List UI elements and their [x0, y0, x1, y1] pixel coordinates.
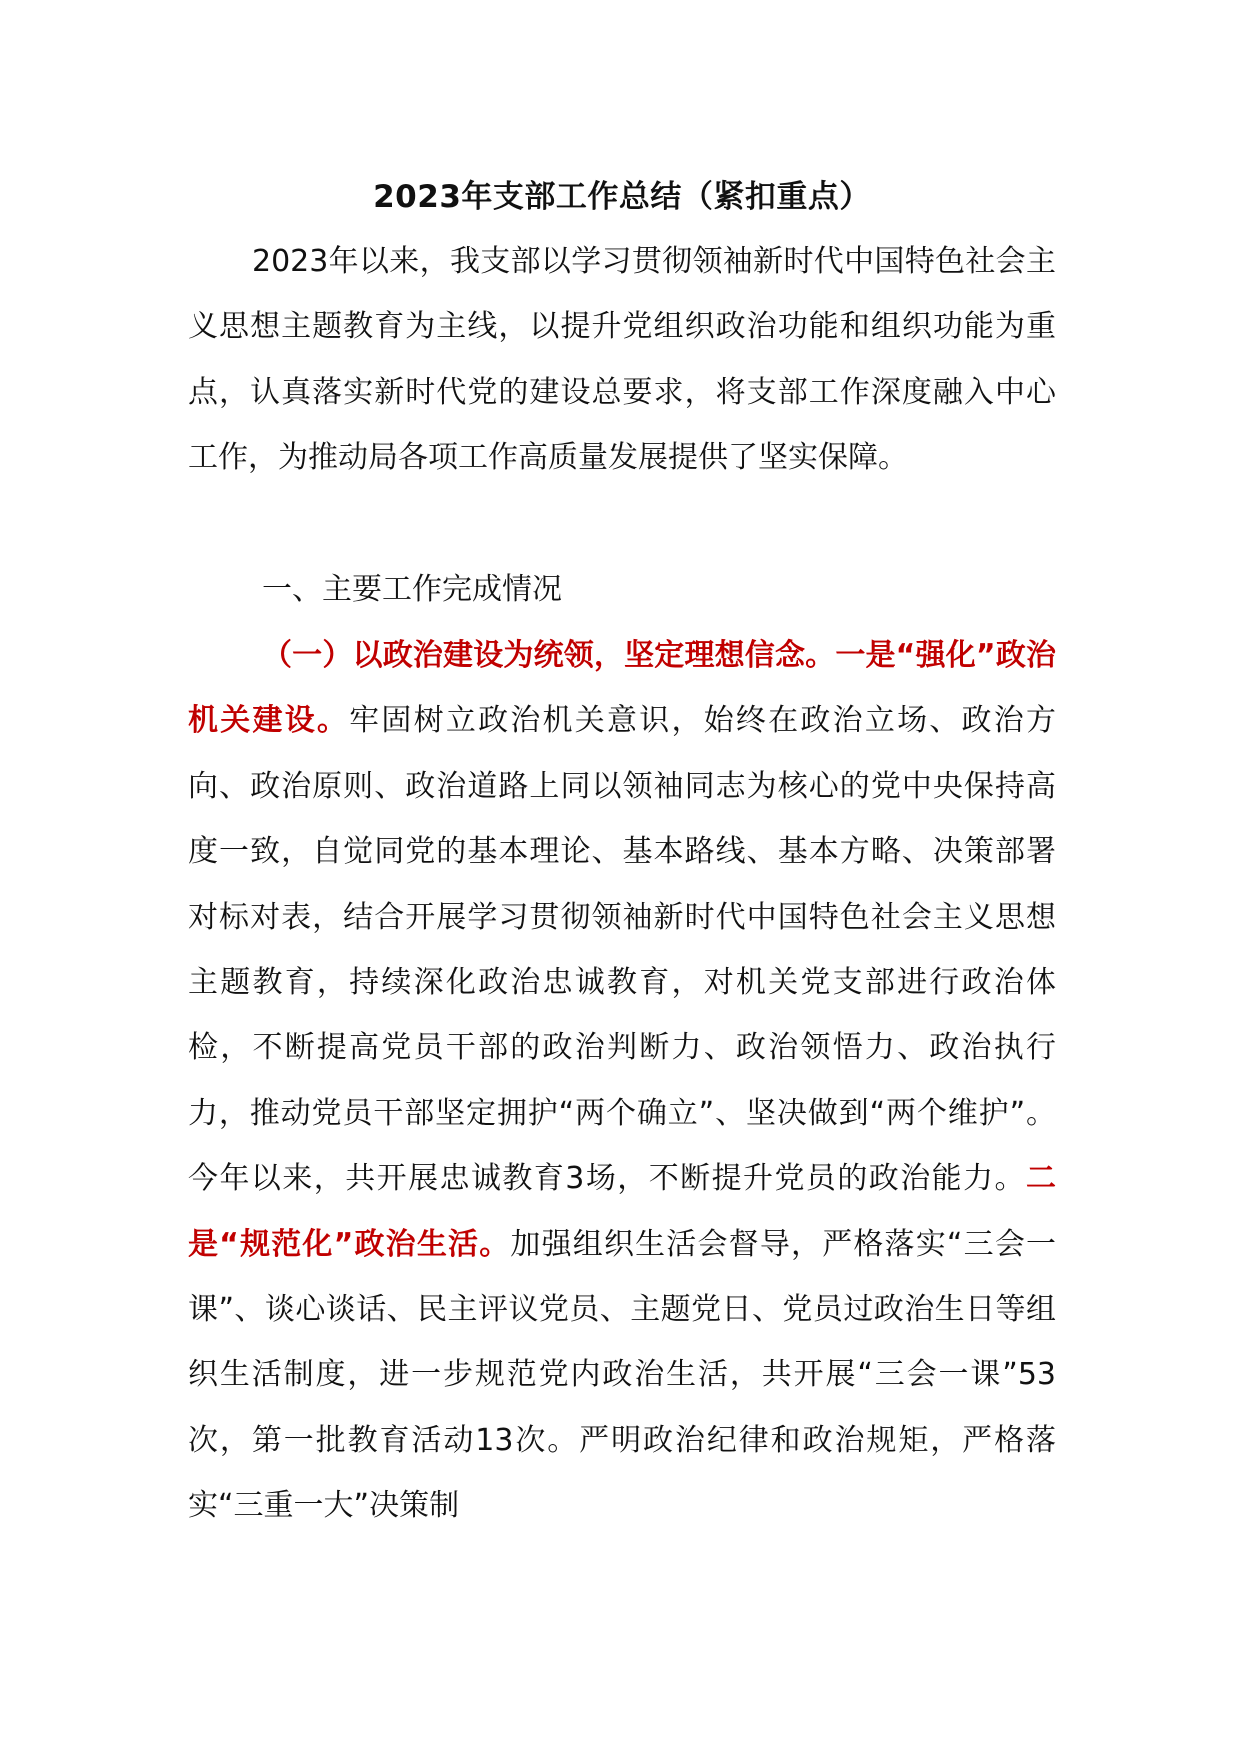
point-two-body: 加强组织生活会督导，严格落实“三会一课”、谈心谈话、民主评议党员、主题党日、党员过政治生日等组织生活制度，进一步规范党内政治生活，共开展“三会一课”53次，第一批教育活动13次。严明政治纪律和政治规矩，严格落实“三重一大”决策制: [188, 1226, 1056, 1524]
subsection-heading: （一）以政治建设为统领，坚定理想信念。一是“强化”政治机关建设。: [188, 638, 1056, 739]
document-title: 2023年支部工作总结（紧扣重点）: [373, 179, 871, 215]
subsection-paragraph: [188, 623, 1056, 1539]
intro-paragraph: 2023年以来，我支部以学习贯彻领袖新时代中国特色社会主义思想主题教育为主线，以提升党组织政治功能和组织功能为重点，认真落实新时代党的建设总要求，将支部工作深度融入中心工作，为推动局各项工作高质量发展提供了坚实保障。: [188, 244, 1056, 476]
section-heading: 一、主要工作完成情况: [262, 572, 562, 607]
subsection-body: 牢固树立政治机关意识，始终在政治立场、政治方向、政治原则、政治道路上同以领袖同志为核心的党中央保持高度一致，自觉同党的基本理论、基本路线、基本方略、决策部署对标对表，结合开展学习贯彻领袖新时代中国特色社会主义思想主题教育，持续深化政治忠诚教育，对机关党支部进行政治体检，不断提高党员干部的政治判断力、政治领悟力、政治执行力，推动党员干部坚定拥护“两个确立”、坚决做到“两个维护”。今年以来，共开展忠诚教育3场，不断提升党员的政治能力。: [188, 703, 1057, 1197]
point-two-heading: 二是“规范化”政治生活。: [188, 1161, 1056, 1262]
